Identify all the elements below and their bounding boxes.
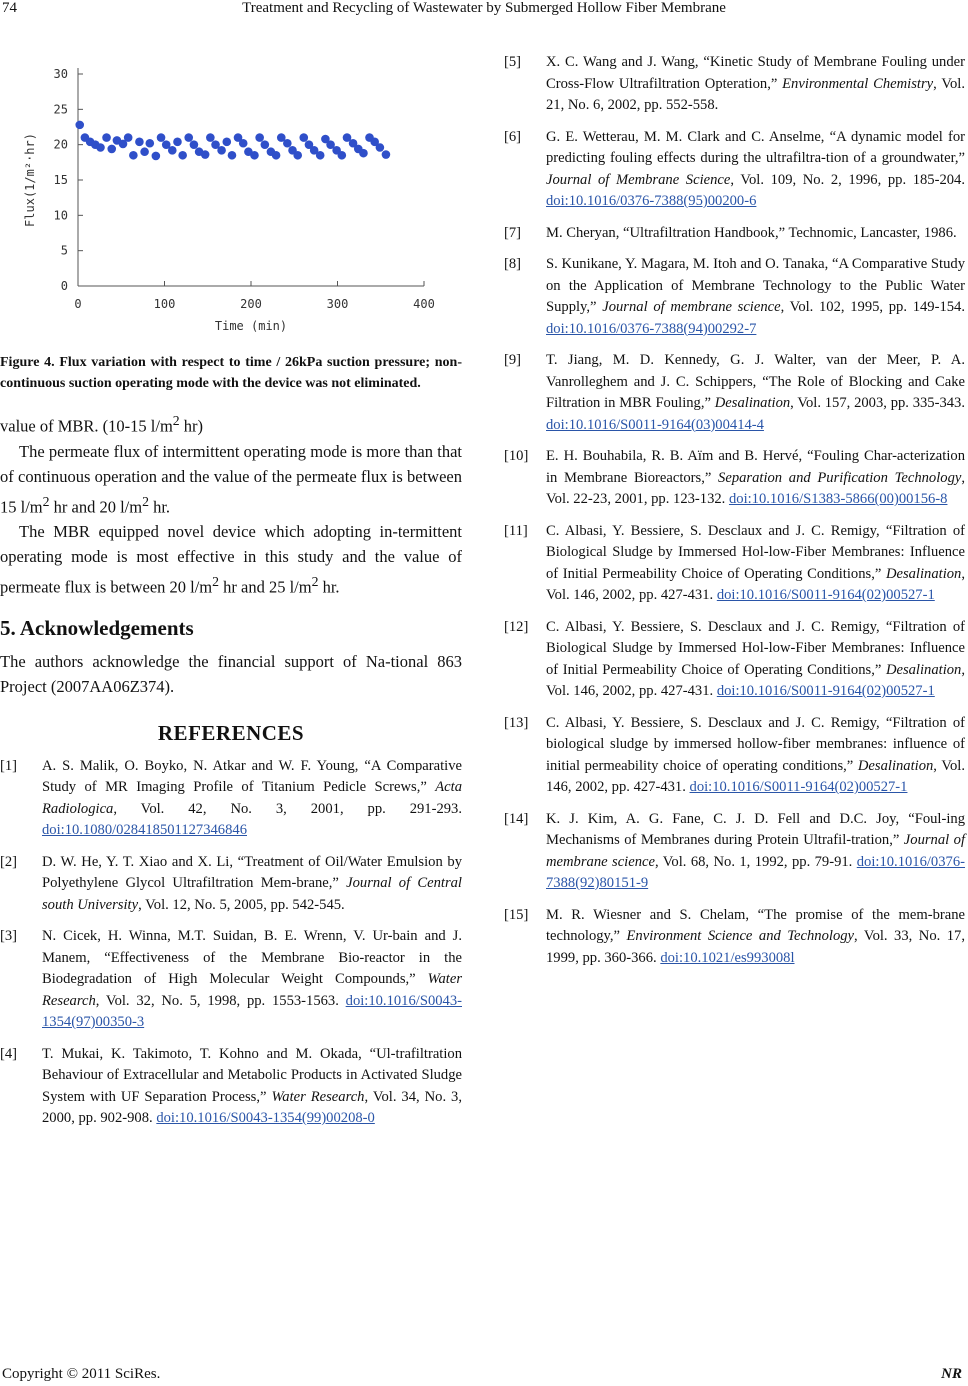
reference-text: G. E. Wetterau, M. M. Clark and C. Anselme, “A dynamic model for predicting fouling effects during the ultrafiltra-tion of a groundwater,” — [546, 128, 965, 166]
reference-number: [1] — [0, 757, 18, 774]
left-column — [0, 40, 462, 1140]
reference-text: X. C. Wang and J. Wang, “Kinetic Study of Membrane Fouling under Cross-Flow Ultrafiltration Opteration,” — [546, 54, 965, 92]
reference-text: M. R. Wiesner and S. Chelam, “The promise of the mem-brane technology,” — [546, 906, 965, 944]
reference-number: [15] — [504, 906, 529, 923]
reference-number: [2] — [0, 853, 18, 870]
doi-link[interactable]: doi:10.1016/S0043-1354(99)00208-0 — [156, 1110, 375, 1126]
reference-journal: Desalination — [885, 661, 962, 678]
references-heading: REFERENCES — [157, 720, 305, 745]
data-point — [338, 151, 347, 160]
reference-details: , Vol. 34, No. 3, 2000, pp. 902-908. — [42, 1088, 462, 1126]
data-point — [129, 151, 138, 160]
data-point — [206, 133, 215, 142]
copyright: Copyright © 2011 SciRes. — [2, 1366, 161, 1382]
reference-details: , Vol. 146, 2002, pp. 427-431. — [546, 661, 965, 699]
reference-item — [504, 127, 965, 213]
reference-details: , Vol. 42, No. 3, 2001, pp. 291-293. — [113, 800, 462, 817]
reference-journal: Journal of Central south University — [42, 875, 462, 913]
reference-text: C. Albasi, Y. Bessiere, S. Desclaux and J. C. Remigy, “Filtration of Biological Sludge by Immersed Hol-low-Fiber Membranes: Influence of Initial Permeability Choice of Operating Conditions,” — [546, 522, 965, 582]
doi-link[interactable]: doi:10.1016/S0043-1354(97)00350-3 — [42, 992, 462, 1030]
doi-link[interactable]: doi:10.1016/S0011-9164(02)00527-1 — [716, 683, 935, 699]
data-point — [145, 139, 154, 148]
y-tick-label: 0 — [60, 279, 68, 293]
reference-item — [504, 521, 965, 607]
x-tick-label: 300 — [326, 297, 349, 311]
reference-text: N. Cicek, H. Winna, M.T. Suidan, B. E. Wrenn, V. Ur-bain and J. Manem, “Effectiveness of the Membrane Bio-reactor in the Biodegradation of High Molecular Weight Compounds,” — [42, 928, 462, 987]
paragraph-3: The MBR equipped novel device which adopting in-termittent operating mode is most effective in this study and the value of permeate flux is between 20 $l/m^2$ hr and 25 $l/m^2$ hr. — [0, 522, 462, 597]
reference-item — [0, 926, 462, 1034]
doi-link[interactable]: doi:10.1016/0376-7388(95)00200-6 — [546, 193, 757, 209]
references-list-right — [504, 52, 965, 969]
x-tick-label: 400 — [413, 297, 435, 311]
reference-journal: Journal of Membrane Science — [546, 171, 731, 188]
data-point — [299, 133, 308, 142]
data-point — [190, 140, 199, 149]
flux-scatter-plot — [0, 40, 462, 340]
reference-item — [0, 1044, 462, 1130]
reference-journal: Desalination — [885, 565, 962, 582]
reference-item — [504, 809, 965, 895]
data-point — [239, 139, 248, 148]
data-point — [316, 151, 325, 160]
data-point — [152, 152, 161, 161]
reference-item — [504, 350, 965, 436]
doi-link[interactable]: doi:10.1016/S0011-9164(02)00527-1 — [689, 779, 908, 795]
reference-item — [504, 713, 965, 799]
doi-link[interactable]: doi:10.1021/es993008l — [660, 949, 795, 966]
data-point — [135, 138, 144, 147]
data-point — [102, 133, 111, 142]
reference-number: [13] — [504, 714, 529, 731]
data-point — [359, 149, 368, 158]
reference-item — [504, 446, 965, 511]
reference-number: [12] — [504, 618, 529, 635]
figure-caption: Figure 4. Flux variation with respect to time / 26kPa suction pressure; non-continuous suction operating mode with the device was not eliminated. — [0, 355, 462, 391]
data-point — [228, 151, 237, 160]
reference-text: K. J. Kim, A. G. Fane, C. J. D. Fell and D.C. Joy, “Foul-ing Mechanisms of Membranes during Protein Ultrafil-tration,” — [546, 810, 965, 848]
data-point — [184, 133, 193, 142]
data-point — [201, 150, 210, 159]
reference-journal: Environment Science and Technology — [626, 928, 855, 944]
reference-number: [5] — [504, 54, 522, 70]
reference-item — [504, 223, 965, 245]
reference-details: , Vol. 33, No. 17, 1999, pp. 360-366. — [546, 928, 966, 966]
reference-text: C. Albasi, Y. Bessiere, S. Desclaux and J. C. Remigy, “Filtration of Biological Sludge by Immersed Hol-low-Fiber Membranes: Influence of Initial Permeability Choice of Operating Conditions,” — [546, 618, 965, 678]
y-tick-label: 15 — [53, 173, 68, 187]
paragraph-2: The permeate flux of intermittent operating mode is more than that of continuous operation and the value of the permeate flux is between 15 $l/m^2$ hr and 20 $l/m^2$ hr. — [0, 441, 462, 516]
reference-details: , Vol. 157, 2003, pp. 335-343. — [790, 395, 965, 411]
reference-item — [504, 52, 965, 117]
reference-number: [3] — [0, 928, 18, 944]
reference-journal: Water Research — [271, 1088, 365, 1105]
data-point — [272, 151, 281, 160]
reference-number: [10] — [504, 448, 529, 464]
reference-details: , Vol. 21, No. 6, 2002, pp. 552-558. — [546, 75, 965, 113]
doi-link[interactable]: doi:10.1016/S0011-9164(02)00527-1 — [716, 587, 935, 603]
reference-text: D. W. He, Y. T. Xiao and X. Li, “Treatment of Oil/Water Emulsion by Polyethylene Glycol Ultrafiltration Mem-brane,” — [42, 853, 462, 891]
data-point — [173, 138, 182, 147]
data-point — [140, 147, 149, 156]
page-number: 74 — [2, 0, 17, 16]
data-point — [382, 150, 391, 159]
data-point — [293, 151, 302, 160]
x-tick-label: 100 — [153, 297, 176, 311]
data-point — [261, 140, 270, 149]
reference-number: [8] — [504, 256, 522, 272]
y-tick-label: 10 — [53, 208, 68, 223]
reference-journal: Desalination — [714, 395, 791, 411]
y-tick-label: 5 — [60, 243, 68, 258]
data-point — [222, 138, 231, 147]
reference-journal: Water Research — [42, 971, 462, 1009]
y-axis-label: Flux(1/m²·hr) — [23, 133, 37, 227]
reference-details: , Vol. 146, 2002, pp. 427-431. — [546, 757, 965, 795]
data-point — [75, 121, 84, 130]
doi-link[interactable]: doi:10.1016/S1383-5866(00)00156-8 — [728, 491, 948, 507]
reference-details: , Vol. 22-23, 2001, pp. 123-132. — [546, 469, 965, 507]
data-point — [168, 146, 177, 155]
y-tick-label: 30 — [53, 67, 68, 81]
reference-text: M. Cheryan, “Ultrafiltration Handbook,” Technomic, Lancaster, 1986. — [546, 224, 957, 241]
reference-number: [7] — [504, 224, 522, 241]
references-list-left — [0, 756, 462, 1130]
data-point — [217, 146, 226, 155]
reference-journal: Journal of membrane science — [602, 299, 781, 315]
reference-details: , Vol. 102, 1995, pp. 149-154. — [780, 299, 965, 315]
reference-details: , Vol. 146, 2002, pp. 427-431. — [546, 565, 965, 603]
doi-link[interactable]: doi:10.1080/028418501127346846 — [42, 822, 247, 838]
x-tick-label: 200 — [240, 297, 262, 311]
doi-link[interactable]: doi:10.1016/0376-7388(94)00292-7 — [546, 320, 757, 337]
reference-details: , Vol. 68, No. 1, 1992, pp. 79-91. — [654, 853, 857, 870]
reference-journal: Desalination — [857, 757, 934, 774]
reference-item — [0, 852, 462, 917]
flux-chart — [0, 40, 462, 340]
data-point — [178, 151, 187, 160]
reference-text: A. S. Malik, O. Boyko, N. Atkar and W. F. Young, “A Comparative Study of MR Imaging Profile of Titanium Pedicle Screws,” — [42, 757, 462, 795]
reference-text: T. Mukai, K. Takimoto, T. Kohno and M. Okada, “Ul-trafiltration Behaviour of Extracellular and Metabolic Products in Activated Sludge System with UF Separation Process,” — [42, 1045, 462, 1105]
reference-number: [4] — [0, 1045, 18, 1062]
reference-number: [14] — [504, 810, 529, 827]
reference-journal: Environmental Chemistry — [782, 75, 934, 92]
data-point — [124, 133, 133, 142]
data-point — [255, 133, 264, 142]
data-point — [96, 143, 105, 152]
reference-journal: Journal of membrane science — [546, 832, 965, 870]
data-point — [283, 139, 292, 148]
journal-abbreviation: NR — [941, 1366, 962, 1382]
reference-details: , Vol. 109, No. 2, 1996, pp. 185-204. — [730, 171, 965, 188]
paragraph-1: value of MBR. (10-15 $l/m^2$ hr) — [0, 413, 204, 436]
page-header — [0, 0, 968, 22]
x-tick-label: 0 — [74, 297, 82, 311]
reference-item — [0, 756, 462, 842]
reference-number: [9] — [504, 352, 522, 368]
reference-text: C. Albasi, Y. Bessiere, S. Desclaux and J. C. Remigy, “Filtration of biological sludge by immersed hollow-fiber membranes: influence of initial permeability choice of operating conditions,” — [546, 714, 965, 774]
x-axis-label: Time (min) — [214, 319, 288, 333]
reference-details: , Vol. 32, No. 5, 1998, pp. 1553-1563. — [95, 992, 346, 1009]
reference-item — [504, 617, 965, 703]
acknowledgements-heading: 5. Acknowledgements — [0, 615, 194, 640]
reference-text: T. Jiang, M. D. Kennedy, G. J. Walter, van der Meer, P. A. Vanrolleghem and J. C. Schippers, “The Role of Blocking and Cake Filtration in MBR Fouling,” — [546, 352, 965, 411]
data-point — [107, 145, 116, 154]
reference-item — [504, 254, 965, 340]
reference-details: , Vol. 12, No. 5, 2005, pp. 542-545. — [138, 896, 345, 913]
data-point — [157, 133, 166, 142]
data-point — [250, 151, 259, 160]
reference-number: [11] — [504, 522, 528, 539]
reference-journal: Separation and Purification Technology — [718, 469, 962, 486]
right-column — [504, 52, 965, 979]
y-tick-label: 20 — [53, 137, 68, 152]
y-tick-label: 25 — [53, 102, 68, 117]
reference-text: S. Kunikane, Y. Magara, M. Itoh and O. Tanaka, “A Comparative Study on the Application of Membrane Technology to the Public Water Supply,” — [546, 256, 965, 315]
data-point — [376, 143, 385, 152]
acknowledgements-text: The authors acknowledge the financial support of Na-tional 863 Project (2007AA06Z374). — [0, 651, 462, 696]
reference-number: [6] — [504, 128, 522, 145]
reference-journal: Acta Radiologica — [42, 779, 462, 817]
doi-link[interactable]: doi:10.1016/0376-7388(92)80151-9 — [546, 853, 965, 891]
running-title: Treatment and Recycling of Wastewater by Submerged Hollow Fiber Membrane — [242, 0, 726, 16]
doi-link[interactable]: doi:10.1016/S0011-9164(03)00414-4 — [546, 416, 764, 433]
reference-text: E. H. Bouhabila, R. B. Aïm and B. Hervé, “Fouling Char-acterization in Membrane Bioreactors,” — [546, 448, 965, 486]
reference-item — [504, 905, 965, 970]
